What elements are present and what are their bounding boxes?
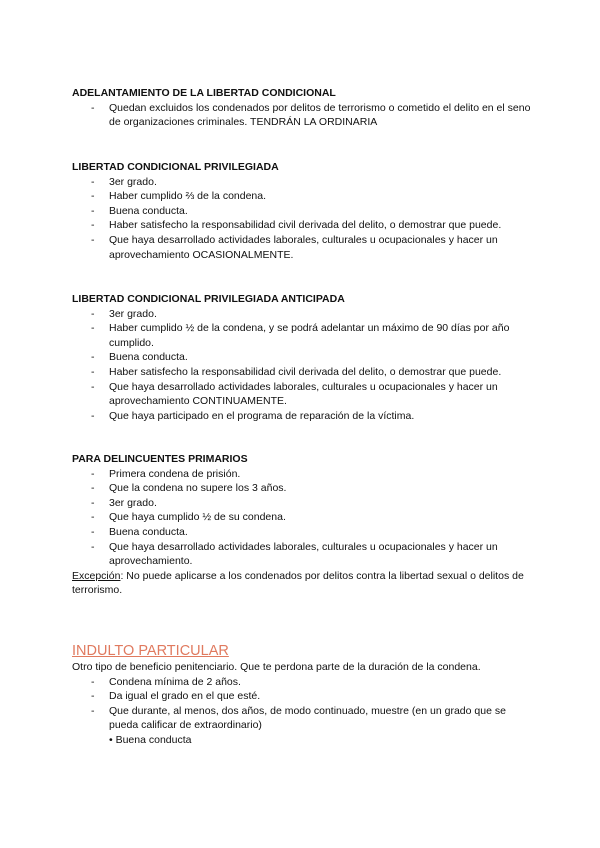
list-item: - Haber cumplido ⅔ de la condena. <box>72 189 532 204</box>
list-item: - Primera condena de prisión. <box>72 467 532 482</box>
bullet-list <box>72 675 532 733</box>
list-item: - Da igual el grado en el que esté. <box>72 689 532 704</box>
exception-label: Excepción <box>72 569 121 582</box>
list-item: - Buena conducta. <box>72 204 532 219</box>
section-heading: PARA DELINCUENTES PRIMARIOS <box>72 453 248 465</box>
list-item: - Que haya desarrollado actividades laborales, culturales u ocupacionales y hacer un aprovechamiento. <box>72 540 532 569</box>
bullet-list <box>72 175 532 263</box>
list-item: - Haber satisfecho la responsabilidad civil derivada del delito, o demostrar que puede. <box>72 365 532 380</box>
section-privilegiada <box>72 160 532 262</box>
section-indulto <box>72 642 532 748</box>
list-item: - Que haya participado en el programa de reparación de la víctima. <box>72 409 532 424</box>
bullet-list <box>72 307 532 424</box>
section-heading: LIBERTAD CONDICIONAL PRIVILEGIADA ANTICIPADA <box>72 293 345 305</box>
section-adelantamiento <box>72 86 532 130</box>
section-delincuentes-primarios <box>72 452 532 598</box>
list-item: - 3er grado. <box>72 496 532 511</box>
list-item: - Buena conducta. <box>72 350 532 365</box>
list-item: - 3er grado. <box>72 175 532 190</box>
list-item: - 3er grado. <box>72 307 532 322</box>
list-item: - Que la condena no supere los 3 años. <box>72 481 532 496</box>
section-title: INDULTO PARTICULAR <box>72 643 229 659</box>
list-item: - Condena mínima de 2 años. <box>72 675 532 690</box>
section-privilegiada-anticipada <box>72 292 532 423</box>
list-item: - Buena conducta. <box>72 525 532 540</box>
exception-note <box>72 569 532 598</box>
sub-bullet-item: • Buena conducta <box>109 733 192 746</box>
list-item: - Quedan excluidos los condenados por delitos de terrorismo o cometido el delito en el seno de organizaciones criminales. TENDRÁN LA ORDINARIA <box>72 101 532 130</box>
exception-text: : No puede aplicarse a los condenados por delitos contra la libertad sexual o delitos de terrorismo. <box>72 569 524 597</box>
list-item: - Que durante, al menos, dos años, de modo continuado, muestre (en un grado que se pueda calificar de extraordinario) <box>72 704 532 733</box>
section-heading: ADELANTAMIENTO DE LA LIBERTAD CONDICIONAL <box>72 87 336 99</box>
list-item: - Haber cumplido ½ de la condena, y se podrá adelantar un máximo de 90 días por año cumplido. <box>72 321 532 350</box>
list-item: - Haber satisfecho la responsabilidad civil derivada del delito, o demostrar que puede. <box>72 218 532 233</box>
list-item: - Que haya desarrollado actividades laborales, culturales u ocupacionales y hacer un aprovechamiento OCASIONALMENTE. <box>72 233 532 262</box>
bullet-list <box>72 101 532 130</box>
list-item: - Que haya desarrollado actividades laborales, culturales u ocupacionales y hacer un aprovechamiento CONTINUAMENTE. <box>72 380 532 409</box>
intro-paragraph: Otro tipo de beneficio penitenciario. Que te perdona parte de la duración de la condena. <box>72 661 481 673</box>
bullet-list <box>72 467 532 569</box>
section-heading: LIBERTAD CONDICIONAL PRIVILEGIADA <box>72 161 279 173</box>
list-item: - Que haya cumplido ½ de su condena. <box>72 510 532 525</box>
